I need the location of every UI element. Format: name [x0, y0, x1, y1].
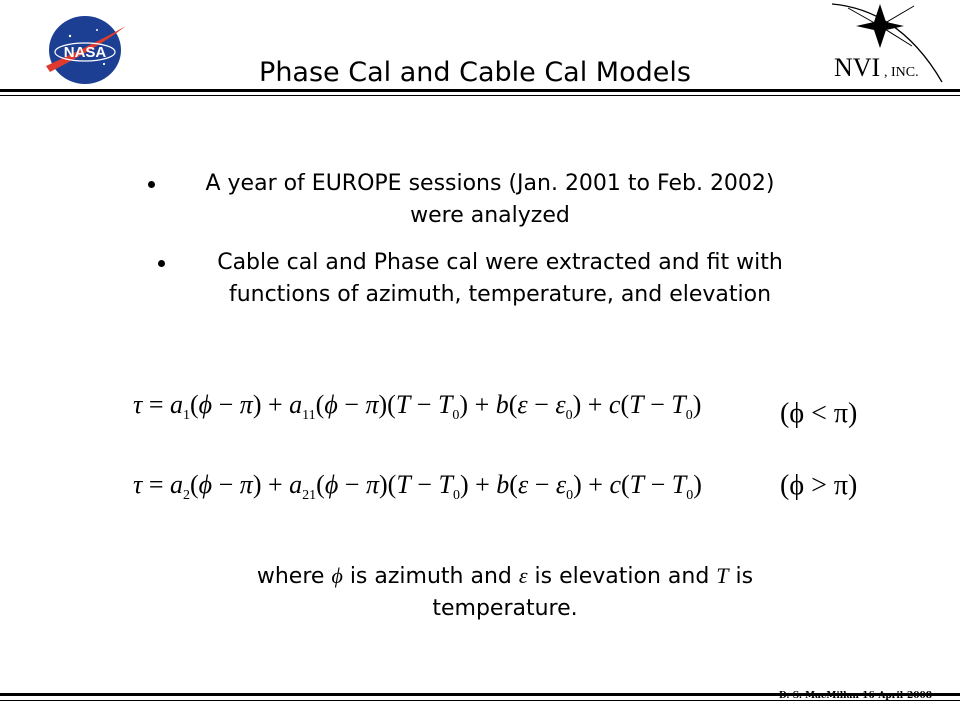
explanation-text — [210, 560, 800, 625]
title-rule-thick — [0, 89, 960, 92]
explanation-line-2: temperature. — [432, 596, 578, 621]
bullet-line: A year of EUROPE sessions (Jan. 2001 to Feb. 2002) — [205, 171, 775, 196]
title-rule-thin — [0, 95, 960, 96]
bullet-item — [170, 247, 830, 311]
equation-coef-sub: 11 — [302, 408, 316, 423]
bullet-item — [160, 168, 820, 232]
svg-text:NASA: NASA — [63, 44, 107, 61]
svg-text:NVI: NVI — [834, 53, 881, 82]
bullet-dot — [158, 260, 165, 267]
equation-coef-sub: 1 — [182, 408, 190, 423]
bullet-dot — [148, 181, 155, 188]
equation-1: $\tau = a_1(\phi - \pi) + a_{11}(\phi - \pi)(T - T_0) + b(\varepsilon - \varepsilon_0) + c(T - T_0)$ — [133, 390, 702, 423]
equation-coef-sub: 21 — [302, 488, 317, 503]
svg-text:, INC.: , INC. — [884, 65, 919, 80]
equation-2: $\tau = a_2(\phi - \pi) + a_{21}(\phi - \pi)(T - T_0) + b(\varepsilon - \varepsilon_0) + c(T - T_0)$ — [133, 470, 702, 503]
explanation-line-1: where ϕ is azimuth and ε is elevation and T is — [256, 563, 754, 589]
bullet-line: were analyzed — [410, 203, 570, 228]
footer-credit: D. S. MacMillan 16-April-2008 — [778, 691, 932, 701]
equation-coef-sub: 2 — [182, 488, 190, 503]
equation-condition: (ϕ > π) — [780, 470, 858, 501]
equation-condition: (ϕ < π) — [780, 398, 858, 429]
page-title: Phase Cal and Cable Cal Models — [259, 57, 691, 88]
bullet-line: Cable cal and Phase cal were extracted and fit with — [217, 250, 783, 275]
bullet-line: functions of azimuth, temperature, and elevation — [228, 282, 772, 307]
